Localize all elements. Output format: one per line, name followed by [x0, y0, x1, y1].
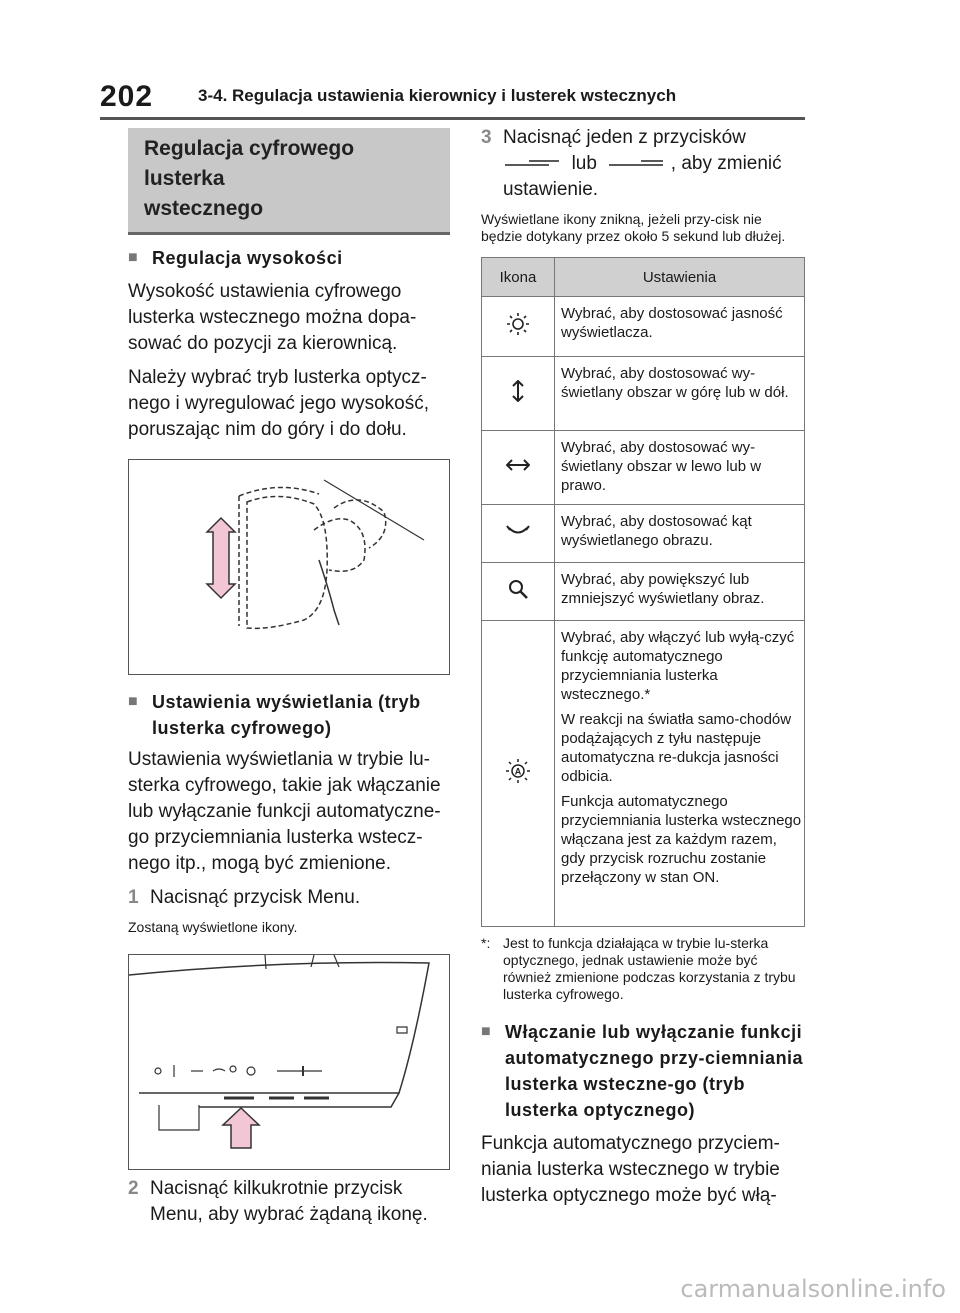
step-3-note: Wyświetlane ikony znikną, jeżeli przy-cisk nie będzie dotykany przez około 5 sekund lub dłużej. [481, 211, 786, 244]
section-title-line1: Regulacja cyfrowego lusterka [144, 137, 355, 190]
table-row [482, 357, 805, 431]
chapter-title: 3-4. Regulacja ustawienia kierownicy i lusterek wstecznych [198, 86, 677, 105]
optical-heading [481, 1019, 805, 1123]
menu-figure [128, 954, 450, 1170]
table-cell: Wybrać, aby dostosować wy-świetlany obszar w lewo lub w prawo. [555, 431, 805, 505]
display-heading-line1: Ustawienia wyświetlania (tryb [152, 692, 421, 712]
table-header-row [482, 258, 805, 297]
auto-dim-text-2: W reakcji na światła samo-chodów podążających z tyłu następuje automatyczna re-dukcja jasności odbicia. [561, 711, 792, 785]
table-row [482, 621, 805, 927]
step-2-line1: Nacisnąć kilkukrotnie przycisk [150, 1178, 403, 1199]
horizontal-arrow-icon [482, 431, 555, 505]
left-column [128, 125, 450, 1228]
section-title-line2: wstecznego [144, 197, 264, 220]
step-3-number: 3 [481, 127, 492, 148]
optical-paragraph: Funkcja automatycznego przyciem-niania lusterka wstecznego w trybie lusterka optycznego może być włą- [481, 1133, 780, 1206]
step-2-number: 2 [128, 1178, 139, 1199]
table-cell [555, 621, 805, 927]
footnote-text: Jest to funkcja działająca w trybie lu-sterka optycznego, jednak ustawienie może być również zmienione podczas korzystania z trybu lusterka cyfrowego. [503, 935, 796, 1002]
display-heading-line2: lusterka cyfrowego) [152, 718, 332, 738]
mirror-height-illustration [129, 460, 449, 672]
display-heading [128, 689, 450, 741]
step-1 [128, 885, 450, 911]
table-row [482, 431, 805, 505]
table-cell: Wybrać, aby dostosować wy-świetlany obszar w górę lub w dół. [555, 357, 805, 431]
display-paragraph: Ustawienia wyświetlania w trybie lu-sterka cyfrowego, takie jak włączanie lub wyłączanie funkcji automatyczne-go przyciemniania lusterka wstecz-nego itp., mogą być zmienione. [128, 749, 441, 874]
table-header-icon: Ikona [482, 258, 555, 297]
step-2 [128, 1176, 450, 1228]
step-3-line3: ustawienie. [503, 179, 599, 200]
step-2-line2: Menu, aby wybrać żądaną ikonę. [150, 1204, 428, 1225]
table-row [482, 505, 805, 563]
auto-dim-text-1: Wybrać, aby włączyć lub wyłą-czyć funkcję automatycznego przyciemniania lusterka wstecznego.* [561, 629, 795, 703]
optical-heading-text: Włączanie lub wyłączanie funkcji automatycznego przy-ciemniania lusterka wsteczne-go (tryb lusterka optycznego) [505, 1022, 804, 1120]
right-button-icon [607, 155, 665, 169]
mirror-height-figure [128, 459, 450, 675]
settings-table [481, 257, 805, 927]
table-row [482, 297, 805, 357]
step-3-line1: Nacisnąć jeden z przycisków [503, 127, 746, 148]
mirror-menu-illustration [129, 955, 449, 1167]
page-number: 202 [100, 80, 154, 113]
step-1-note: Zostaną wyświetlone ikony. [128, 919, 298, 935]
bullet-square-icon: ■ [481, 1023, 492, 1040]
display-heading-text [152, 689, 421, 741]
left-button-icon [503, 155, 561, 169]
tilt-icon [482, 505, 555, 563]
table-cell: Wybrać, aby dostosować jasność wyświetlacza. [555, 297, 805, 357]
header-rule [100, 117, 805, 120]
table-cell: Wybrać, aby dostosować kąt wyświetlanego obrazu. [555, 505, 805, 563]
step-3 [481, 125, 805, 203]
watermark: carmanualsonline.info [680, 1275, 946, 1303]
step-3-lub: lub [571, 153, 597, 174]
svg-text:A: A [514, 766, 522, 777]
section-title [128, 128, 450, 235]
vertical-arrow-icon [482, 357, 555, 431]
auto-dim-text-3: Funkcja automatycznego przyciemniania lusterka wstecznego włączana jest za każdym razem, gdy przycisk rozruchu zostanie przełączony w stan ON. [561, 793, 802, 886]
height-heading-text: Regulacja wysokości [152, 248, 343, 268]
step-1-text: Nacisnąć przycisk Menu. [150, 887, 361, 908]
table-header-settings: Ustawienia [555, 258, 805, 297]
height-paragraph-2: Należy wybrać tryb lusterka optycz-nego i wyregulować jego wysokość, poruszając nim do góry i do dołu. [128, 367, 429, 440]
height-heading [128, 245, 450, 271]
zoom-icon [482, 563, 555, 621]
step-1-number: 1 [128, 887, 139, 908]
auto-dim-icon [482, 621, 555, 927]
footnote-mark: *: [481, 935, 491, 951]
footnote [481, 935, 805, 1003]
step-3-text [503, 125, 782, 203]
bullet-square-icon: ■ [128, 693, 139, 710]
right-column [481, 125, 805, 1209]
brightness-icon [482, 297, 555, 357]
height-paragraph-1: Wysokość ustawienia cyfrowego lusterka wstecznego można dopa-sować do pozycji za kierownicą. [128, 281, 417, 354]
step-3-tail: , aby zmienić [670, 153, 782, 174]
bullet-square-icon: ■ [128, 249, 139, 266]
table-row [482, 563, 805, 621]
step-2-text [150, 1176, 428, 1228]
table-cell: Wybrać, aby powiększyć lub zmniejszyć wyświetlany obraz. [555, 563, 805, 621]
